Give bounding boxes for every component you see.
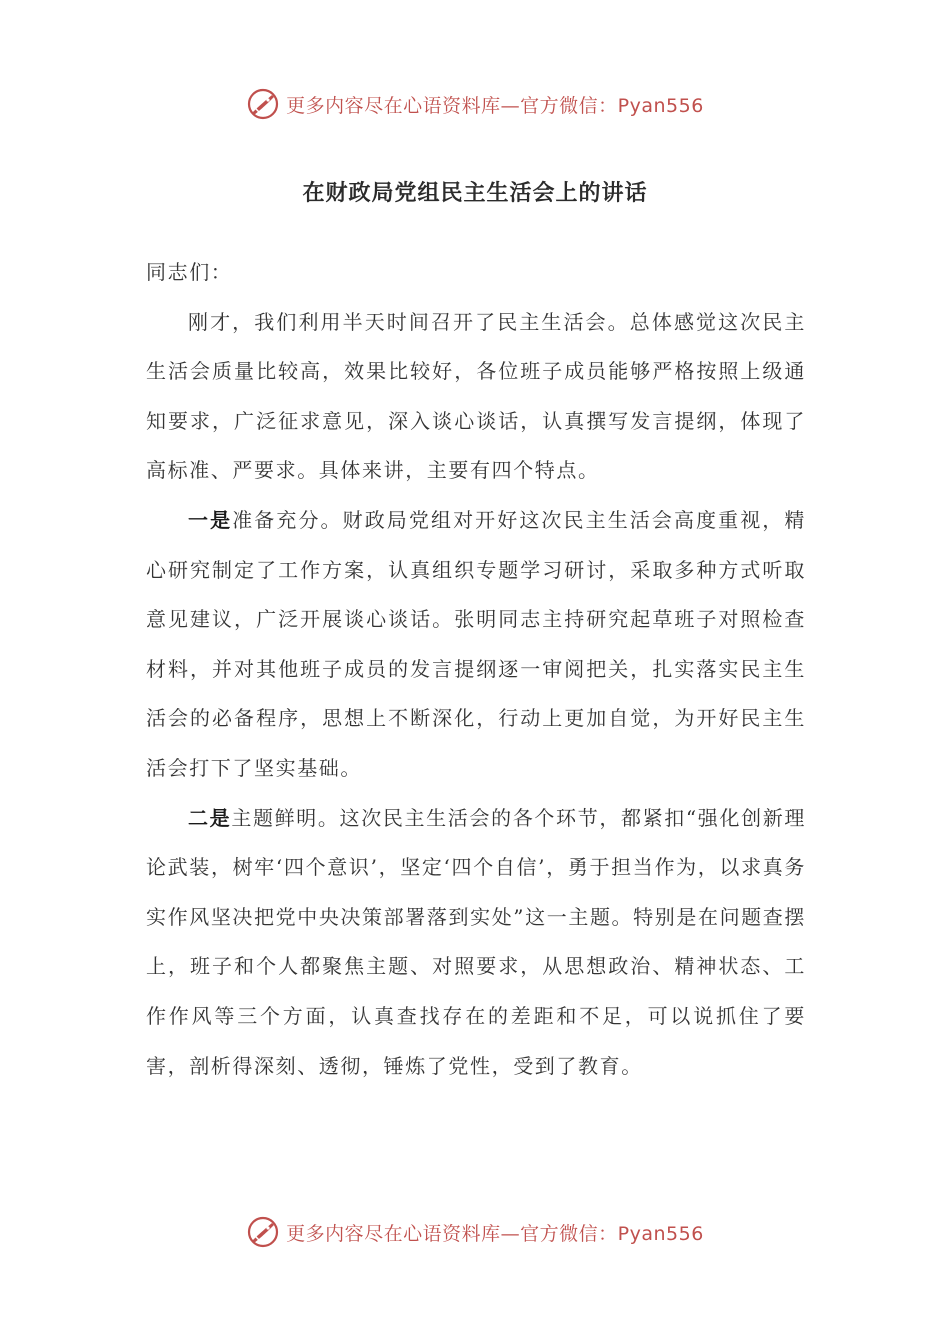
- document-body: [146, 248, 806, 1091]
- point-lead: 一是: [188, 507, 233, 532]
- watermark-text: 更多内容尽在心语资料库—官方微信：Pyan556: [286, 1222, 704, 1245]
- point-paragraph-2: [146, 794, 806, 1092]
- point-lead: 二是: [188, 805, 232, 830]
- point-text: 准备充分。财政局党组对开好这次民主生活会高度重视，精心研究制定了工作方案，认真组织专题学习研讨，采取多种方式听取意见建议，广泛开展谈心谈话。张明同志主持研究起草班子对照检查材料，并对其他班子成员的发言提纲逐一审阅把关，扎实落实民主生活会的必备程序，思想上不断深化，行动上更加自觉，为开好民主生活会打下了坚实基础。: [146, 507, 806, 780]
- watermark-text: 更多内容尽在心语资料库—官方微信：Pyan556: [286, 94, 704, 117]
- greeting: 同志们：: [146, 260, 233, 284]
- pen-nib-logo-icon: [246, 87, 280, 121]
- point-text: 主题鲜明。这次民主生活会的各个环节，都紧扣“强化创新理论武装，树牢‘四个意识’，坚定‘四个自信’，勇于担当作为，以求真务实作风坚决把党中央决策部署落到实处”这一主题。特别是在问题查摆上，班子和个人都聚焦主题、对照要求，从思想政治、精神状态、工作作风等三个方面，认真查找存在的差距和不足，可以说抓住了要害，剖析得深刻、透彻，锤炼了党性，受到了教育。: [146, 805, 806, 1078]
- header-watermark: [0, 84, 950, 124]
- document-title: 在财政局党组民主生活会上的讲话: [302, 180, 648, 206]
- point-paragraph-1: [146, 496, 806, 794]
- pen-nib-logo-icon: [246, 1215, 280, 1249]
- intro-paragraph: 刚才，我们利用半天时间召开了民主生活会。总体感觉这次民主生活会质量比较高，效果比较好，各位班子成员能够严格按照上级通知要求，广泛征求意见，深入谈心谈话，认真撰写发言提纲，体现了高标准、严要求。具体来讲，主要有四个特点。: [146, 309, 806, 483]
- footer-watermark: [0, 1212, 950, 1252]
